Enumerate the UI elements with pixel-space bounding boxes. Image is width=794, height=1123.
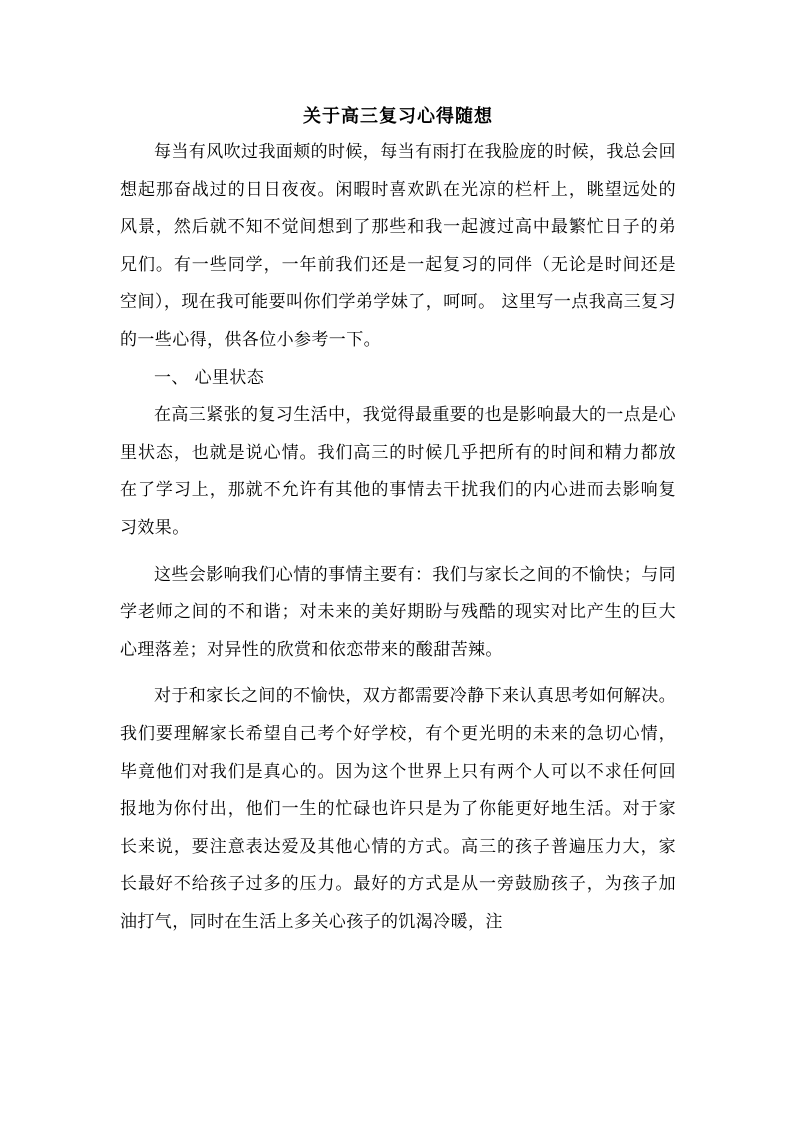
document-title: 关于高三复习心得随想	[303, 106, 493, 127]
paragraph-intro: 每当有风吹过我面颊的时候，每当有雨打在我脸庞的时候，我总会回想起那奋战过的日日夜夜。闲暇时喜欢趴在光凉的栏杆上，眺望远处的风景，然后就不知不觉间想到了那些和我一起渡过高中最繁忙日子的弟兄们。有一些同学，一年前我们还是一起复习的同伴（无论是时间还是空间），现在我可能要叫你们学弟学妹了，呵呵。 这里写一点我高三复习的一些心得，供各位小参考一下。	[120, 142, 676, 350]
paragraph-mental-state: 在高三紧张的复习生活中，我觉得最重要的也是影响最大的一点是心里状态，也就是说心情。我们高三的时候几乎把所有的时间和精力都放在了学习上，那就不允许有其他的事情去干扰我们的内心进而去影响复习效果。	[120, 405, 676, 538]
document-page	[120, 102, 676, 941]
paragraph-parents: 对于和家长之间的不愉快，双方都需要冷静下来认真思考如何解决。我们要理解家长希望自己考个好学校，有个更光明的未来的急切心情，毕竟他们对我们是真心的。因为这个世界上只有两个人可以不求任何回报地为你付出，他们一生的忙碌也许只是为了你能更好地生活。对于家长来说，要注意表达爱及其他心情的方式。高三的孩子普遍压力大，家长最好不给孩子过多的压力。最好的方式是从一旁鼓励孩子，为孩子加油打气，同时在生活上多关心孩子的饥渴冷暖，注	[120, 686, 676, 932]
paragraph-mood-factors: 这些会影响我们心情的事情主要有：我们与家长之间的不愉快；与同学老师之间的不和谐；对未来的美好期盼与残酷的现实对比产生的巨大心理落差；对异性的欣赏和依恋带来的酸甜苦辣。	[120, 564, 676, 660]
section-heading-mental-state: 一、 心里状态	[154, 367, 265, 388]
